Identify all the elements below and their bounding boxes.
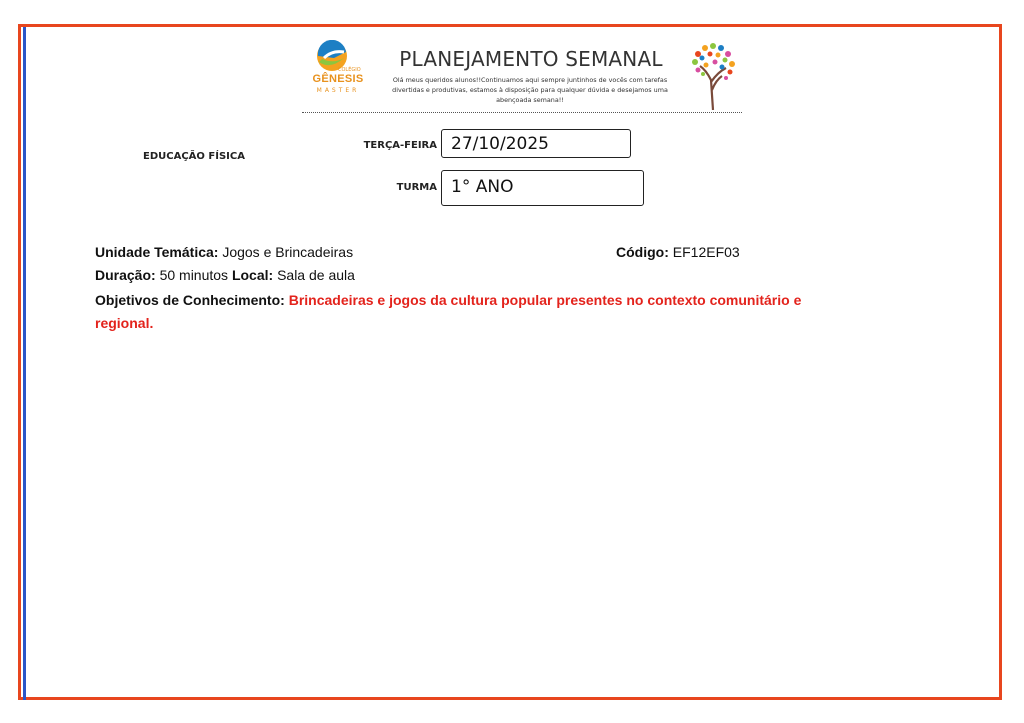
objectives-value: Brincadeiras e jogos da cultura popular presentes no contexto comunitário e regional. bbox=[95, 292, 802, 331]
greeting-text: Olá meus queridos alunos!!Continuamos aqui sempre juntinhos de vocês com tarefas divertidas e produtivas, estamos à disposição para qualquer dúvida e desejamos uma abençoada semana!! bbox=[392, 76, 668, 104]
thematic-unit-label: Unidade Temática: bbox=[95, 244, 219, 260]
local-value: Sala de aula bbox=[273, 267, 355, 283]
day-label: TERÇA-FEIRA bbox=[363, 140, 437, 151]
thematic-unit bbox=[95, 244, 353, 260]
subject-label: EDUCAÇÃO FÍSICA bbox=[143, 151, 245, 162]
local-label: Local: bbox=[231, 267, 274, 283]
knowledge-objectives bbox=[95, 289, 855, 335]
skill-code bbox=[616, 244, 740, 260]
page-title: PLANEJAMENTO SEMANAL bbox=[399, 47, 663, 71]
duration-local-line bbox=[95, 267, 355, 283]
date-field: 27/10/2025 bbox=[441, 129, 631, 158]
tree-icon bbox=[688, 40, 738, 110]
left-margin-rule bbox=[23, 27, 26, 700]
skill-code-value: EF12EF03 bbox=[668, 244, 740, 260]
logo-sub-text: MASTER bbox=[316, 87, 360, 94]
logo-small-text: COLÉGIO bbox=[338, 67, 361, 73]
thematic-unit-value: Jogos e Brincadeiras bbox=[218, 244, 354, 260]
objectives-label: Objetivos de Conhecimento: bbox=[95, 292, 285, 308]
page-border bbox=[18, 24, 1002, 700]
logo-brand-text: GÊNESIS bbox=[312, 73, 364, 85]
skill-code-label: Código: bbox=[616, 244, 669, 260]
class-label: TURMA bbox=[396, 182, 437, 193]
duration-label: Duração: bbox=[95, 267, 156, 283]
class-field: 1° ANO bbox=[441, 170, 644, 206]
school-logo bbox=[310, 40, 366, 102]
duration-value: 50 minutos bbox=[155, 267, 232, 283]
